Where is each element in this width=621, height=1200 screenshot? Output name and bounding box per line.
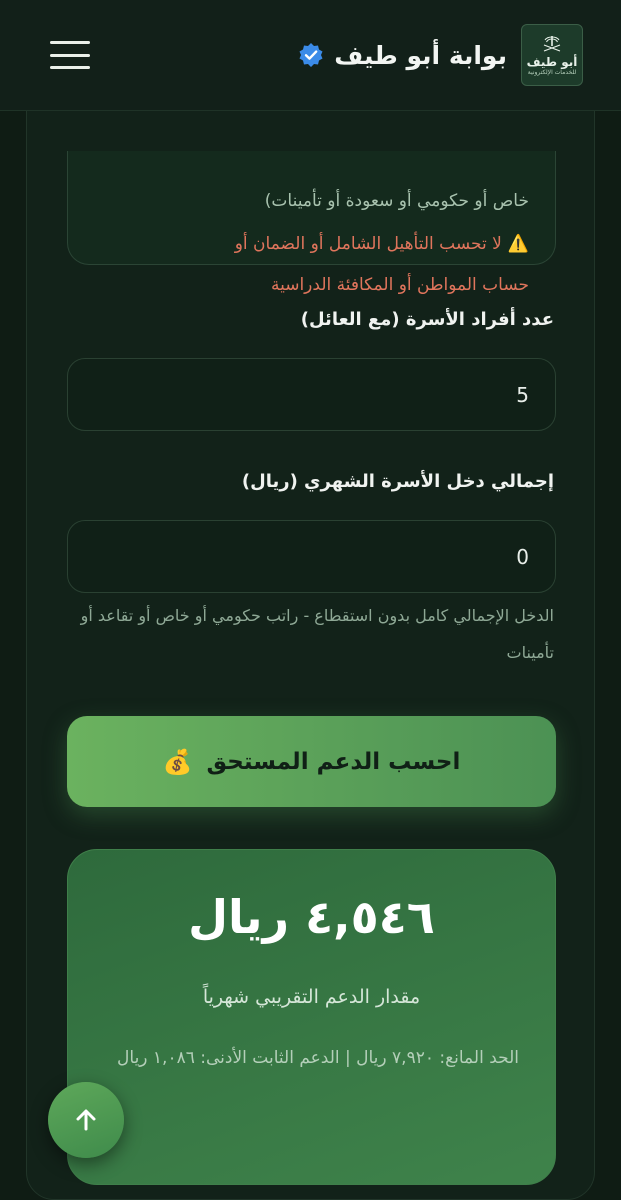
notice-box bbox=[67, 151, 556, 295]
calculate-button-label: احسب الدعم المستحق bbox=[206, 748, 461, 775]
money-bag-icon: 💰 bbox=[162, 747, 193, 776]
family-size-label: عدد أفراد الأسرة (مع العائل) bbox=[300, 309, 554, 330]
brand-title-wrap bbox=[298, 41, 507, 70]
income-hint: الدخل الإجمالي كامل بدون استقطاع - راتب حكومي أو خاص أو تقاعد أو تأمينات bbox=[80, 606, 554, 662]
family-size-field[interactable] bbox=[67, 358, 556, 431]
palm-swords-emblem-icon bbox=[539, 34, 565, 56]
income-input[interactable] bbox=[68, 545, 529, 569]
calculator-card bbox=[26, 80, 595, 1200]
top-header bbox=[0, 0, 621, 111]
warning-text-2: حساب المواطن أو المكافئة الدراسية bbox=[270, 275, 529, 295]
verified-badge-icon bbox=[298, 42, 324, 68]
result-caption: مقدار الدعم التقريبي شهرياً bbox=[202, 986, 421, 1008]
brand-title: بوابة أبو طيف bbox=[334, 40, 507, 70]
warning-line bbox=[89, 224, 529, 265]
logo-subtext: للخدمات الإلكترونية bbox=[527, 68, 577, 76]
notice-line: خاص أو حكومي أو سعودة أو تأمينات) bbox=[264, 191, 529, 211]
result-card bbox=[67, 849, 556, 1185]
result-amount: ٤,٥٤٦ ريال bbox=[188, 890, 435, 944]
arrow-up-icon bbox=[73, 1107, 99, 1133]
income-field[interactable] bbox=[67, 520, 556, 593]
family-size-input[interactable] bbox=[68, 383, 529, 407]
hamburger-menu-icon[interactable] bbox=[50, 41, 90, 69]
warning-icon: ⚠️ bbox=[507, 234, 529, 254]
brand[interactable] bbox=[298, 24, 583, 86]
calculate-button[interactable] bbox=[67, 716, 556, 807]
result-details: الحد المانع: ٧,٩٢٠ ريال | الدعم الثابت الأدنى: ١,٠٨٦ ريال bbox=[117, 1048, 519, 1068]
logo bbox=[521, 24, 583, 86]
scroll-to-top-button[interactable] bbox=[48, 1082, 124, 1158]
income-label: إجمالي دخل الأسرة الشهري (ريال) bbox=[241, 471, 554, 492]
warning-text-1: لا تحسب التأهيل الشامل أو الضمان أو bbox=[234, 234, 502, 254]
logo-text: أبو طيف bbox=[526, 54, 578, 69]
